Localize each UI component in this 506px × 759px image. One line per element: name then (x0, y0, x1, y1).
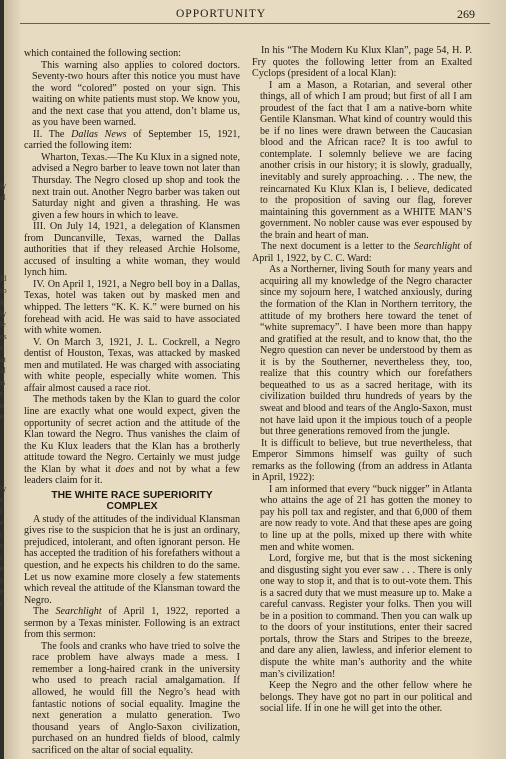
margin-fragment: t (0, 552, 3, 562)
margin-fragment: e (0, 412, 4, 421)
paragraph: The next document is a letter to the Searchlight of April 1, 1922, by C. C. Ward: (252, 241, 472, 264)
margin-fragment: g (0, 297, 4, 306)
margin-fragment: e (0, 495, 4, 504)
running-head: OPPORTUNITY (176, 8, 267, 20)
margin-fragment: is (0, 377, 6, 387)
publication-title: Searchlight (413, 241, 461, 253)
paragraph: II. The Dallas News of September 15, 1921, carried the following item: (24, 128, 241, 152)
quoted-address: Lord, forgive me, but that is the most sickening and disgusting sight you ever saw . . . There is only one way to stop it, and that is to out-vote them. This is a sacred duty that we must measure up to. Make a careful canvass. Register your folks. Then you will be in a position to command. Then you can walk up to the doors of your institutions, enter their sacred portals, throw the Stars and Stripes to the breeze, and dare any alien, lawless, and inferior element to dispute the white man’s authority and the white man’s civilization! (260, 553, 472, 680)
margin-fragment: e (0, 541, 4, 550)
paragraph: which contained the following section: (24, 48, 181, 59)
quoted-address: Keep the Negro and the other fellow where he belongs. They have got no part in our political and social life. If in one he will get into the other. (260, 680, 472, 715)
paragraph: III. On July 14, 1921, a delegation of Klansmen from Duncanville, Texas, warned the Dallas authorities that if they released Archie Holsome, accused of insulting a white woman, they would lynch him. (24, 221, 240, 279)
publication-title: Searchlight (55, 606, 102, 618)
margin-fragment: e (0, 518, 4, 527)
margin-fragment: ly (0, 308, 7, 318)
paragraph: The methods taken by the Klan to guard the color line are exactly what one would expect, given the opportunity of secret action and the attitude of the Klan toward the Negro. Thus vanishes the claim of the Ku Klux leaders that the Klan has a brotherly attitude toward the Negro. Certainly we must judge the Klan by what it does and not by what a few leaders claim for it. (24, 394, 240, 487)
right-column (252, 45, 472, 715)
margin-fragment: r (0, 389, 3, 398)
margin-fragment: e (0, 343, 4, 352)
facing-page-margin-fragments (0, 180, 8, 740)
margin-fragment: n (0, 400, 4, 410)
margin-fragment: e (0, 587, 4, 596)
paragraph: IV. On April 1, 1921, a Negro bell boy in a Dallas, Texas, hotel was taken out by masked men and whipped. The letters “K. K. K.” were burned on his forehead with acid. He was said to have associated with white women. (24, 278, 240, 337)
margin-fragment: ld (0, 274, 7, 283)
page-number: 269 (457, 7, 475, 21)
quoted-warning: This warning also applies to colored doctors. Seventy-two hours after this notice you must have the word “colored” posted on your sign. This waiting on white patients must stop. We know you, and the next case that you attend, don’t blame us, as you have been warned. (32, 59, 240, 129)
margin-fragment: le (0, 320, 6, 329)
quoted-letter: As a Northerner, living South for many years and acquiring all my knowledge of the Negro character since my sojourn here, I watched anxiously, during the formation of the Klan in Northern territory, the attitude of my brothers here toward the tenet of “white supremacy”. I have been more than happy and gratified at the result, and to know that, tho the Negro question can never be understood by them as it is by the Southerner, nevertheless they, too, realize that this country which our forefathers bequeathed to us as a sacred heritage, with its civilization builded thru hundreds of years by the sweat and blood and tears of the Anglo-Saxon, must not have laid upon it the impious touch of a people but three generations removed from the jungle. (260, 264, 472, 438)
margin-fragment: c (0, 529, 4, 539)
margin-fragment: al (0, 192, 6, 202)
margin-fragment: es (0, 331, 7, 341)
quoted-letter: I am a Mason, a Rotarian, and several other things, all of which I am proud; but first of all I am proudest of the fact that I am a native-born white Gentile Klansman. What kind of country would this be if no lines were drawn between the Caucasian blood and the African race? It is too awful to contemplate. I solemnly believe we are facing another crisis in our history; it is slowly, gradually, inevitably and surely approaching. . . The new, the reincarnated Ku Klux Klan is, I believe, dedicated to the proposition of saving our flag, forever maintaining this government as a WHITE MAN’S government. No nobler cause was ever espoused by the brain and heart of man. (260, 79, 472, 241)
quoted-address: I am informed that every “buck nigger” in Atlanta who attains the age of 21 has gotten the money to pay his poll tax and register, and that 6,000 of them are now ready to vote. And that these apes are going to line up at the polls, mixed up there with white men and white women. (260, 483, 472, 553)
emphasis: does (115, 463, 135, 475)
margin-fragment: ly (0, 181, 7, 190)
margin-fragment: ro (0, 285, 7, 295)
left-column (24, 48, 240, 756)
margin-fragment: ly (0, 483, 7, 493)
margin-fragment: l (0, 506, 3, 516)
header-rule (20, 23, 490, 24)
margin-fragment: e (0, 564, 4, 573)
margin-fragment: al (0, 366, 6, 375)
paragraph: A study of the attitudes of the individual Klansman gives rise to the suspicion that he is just an ordinary, prejudiced, intolerant, and often ignorant person. He has accepted the tradition of his forefathers without a question, and he expects his children to do the same. Let us now examine more closely a few statements which reveal the attitude of the Klansman toward the Negro. (24, 513, 240, 606)
quoted-news-item: Wharton, Texas.—The Ku Klux in a signed note, advised a Negro barber to leave town not later than Thursday. The Negro closed up shop and took the next train out. Another Negro barber was taken out Saturday night and given a thrashing. He was given a few hours in which to leave. (32, 151, 240, 221)
paragraph: It is difficult to believe, but true nevertheless, that Emperor Simmons himself was guilty of such remarks as the following (from an address in Atlanta in April, 1922): (252, 437, 472, 484)
margin-fragment: s (0, 575, 4, 585)
paragraph: In his “The Modern Ku Klux Klan”, page 54, H. P. Fry quotes the following letter from an Exalted Cyclops (president of a local Klan): (252, 45, 472, 80)
paragraph: The Searchlight of April 1, 1922, reported a sermon by a Texas minister. Following is an extract from this sermon: (24, 606, 241, 641)
quoted-sermon: The fools and cranks who have tried to solve the race problem have always made a mess. I remember a long-haired crank in the university who used to preach racial amalgamation. If allowed, he would fill the Negro’s head with fantastic notions of social equality. Imagine the next generation a mulatto generation. Two thousand years of Anglo-Saxon civilization, purchased on an hundred fields of blood, calmly sacrificed on the altar of social equality. (32, 640, 240, 756)
margin-fragment: at (0, 354, 6, 364)
publication-title: Dallas News (71, 128, 127, 140)
section-heading: THE WHITE RACE SUPERIORITY COMPLEX (51, 489, 213, 513)
paragraph: V. On March 3, 1921, J. L. Cockrell, a Negro dentist of Houston, Texas, was attacked by masked men and mutilated. He was charged with associating with white people, especially white women. This affair almost caused a race riot. (24, 336, 240, 394)
margin-fragment: t (0, 598, 3, 608)
